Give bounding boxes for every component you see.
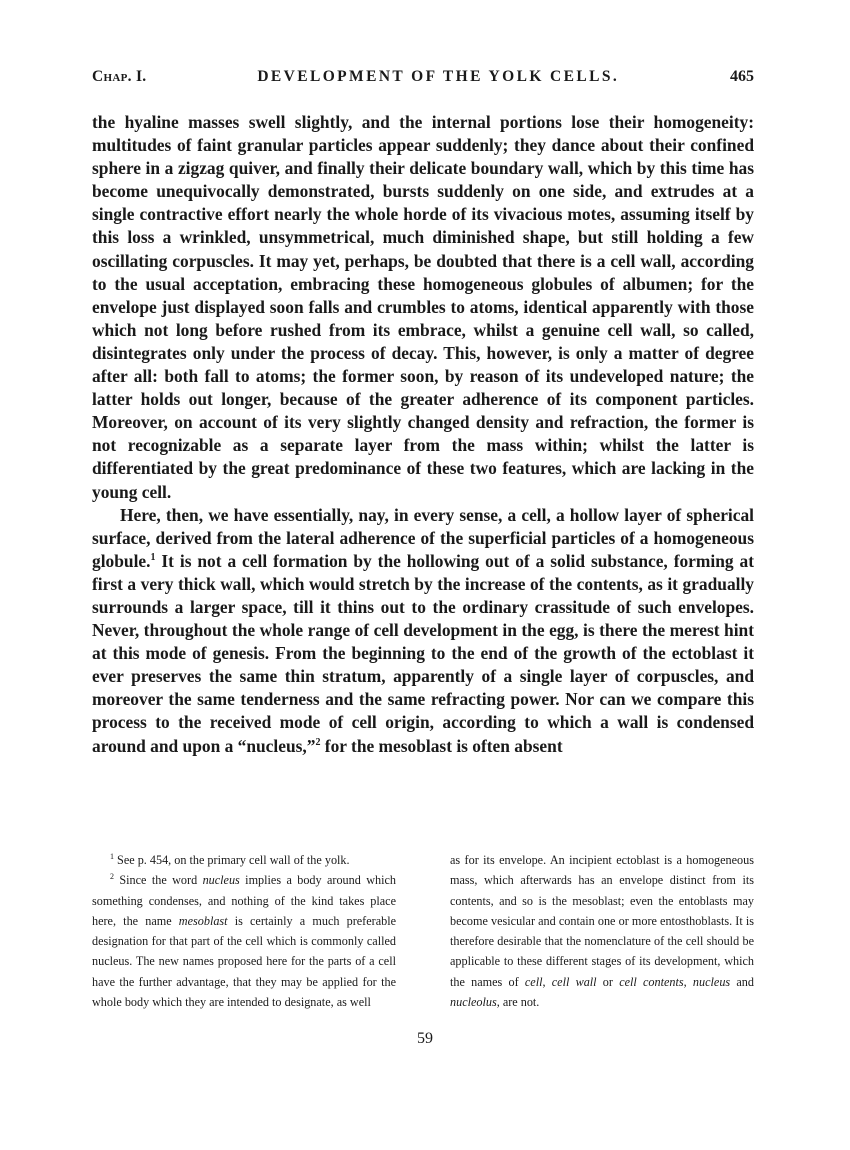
- footnote-1-marker: 1: [110, 851, 114, 861]
- term-cell-contents: cell contents: [619, 974, 684, 989]
- footnote-2-term-nucleus: nucleus: [202, 873, 240, 888]
- paragraph-2-part-c: for the mesoblast is often absent: [320, 735, 563, 756]
- paragraph-2-part-b: It is not a cell formation by the hollowing out of a solid substance, forming at first a very thick wall, which would stretch by the increase of the contents, as it gradually surrounds a larger space, till it thins out to the ordinary crassitude of such envelopes. Never, throughout the whole range of cell development in the egg, is there the merest hint at this mode of genesis. From the beginning to the end of the growth of the ectoblast it ever preserves the same thin stratum, apparently of a single layer of corpuscles, and moreover the same tenderness and the same refracting power. Nor can we compare this process to the received mode of cell origin, according to which a wall is condensed around and upon a “nucleus,”: [92, 550, 754, 756]
- separator-or: or: [596, 974, 620, 989]
- term-nucleus: nucleus: [692, 974, 731, 989]
- footnote-2-text-a: Since the word: [119, 873, 203, 888]
- separator-2: ,: [683, 974, 693, 989]
- separator-and: and: [730, 974, 754, 989]
- page-number: 465: [730, 68, 754, 85]
- separator-1: ,: [542, 974, 552, 989]
- footnote-2-cont-text: as for its envelope. An incipient ectoblast is a homogeneous mass, which afterwards has an envelope distinct from its contents, and so is the mesoblast; even the entoblasts may become vesicular and contain one or more entosthoblasts. It is therefore desirable that the nomenclature of the cell should be applicable to these different stages of its development, which the names of: [450, 853, 754, 989]
- term-cell: cell: [524, 974, 543, 989]
- term-nucleolus: nucleolus: [450, 995, 497, 1010]
- footnote-2-continued: [450, 850, 754, 1012]
- signature-mark: 59: [417, 1030, 433, 1047]
- footnote-ref-1: 1: [150, 551, 156, 563]
- footnote-2-term-mesoblast: mesoblast: [178, 913, 228, 928]
- chapter-label: Chap. I.: [92, 68, 147, 85]
- paragraph-1: the hyaline masses swell slightly, and the internal portions lose their homogeneity: multitudes of faint granular particles appear suddenly; they dance about their confined sphere in a zigzag quiver, and finally their delicate boundary wall, which by this time has become unequivocally demonstrated, bursts suddenly on one side, and extrudes at a single contractive effort nearly the whole horde of its vivacious motes, assuming itself by this loss a wrinkled, unsymmetrical, much diminished shape, but still holding a few oscillating corpuscles. It may yet, perhaps, be doubted that there is a cell wall, according to the usual acceptation, embracing these homogeneous globules of albumen; for the envelope just displayed soon falls and crumbles to atoms, identical apparently with those which not long before rushed from its embrace, whilst a genuine cell wall, so called, disintegrates only under the process of decay. This, however, is only a matter of degree after all: both fall to atoms; the former soon, by reason of its undeveloped nature; the latter holds out longer, because of the greater adherence of its component particles. Moreover, on account of its very slightly changed density and refraction, the former is not recognizable as a separate layer from the mass within; whilst the latter is differentiated by the great predominance of these two features, which are lacking in the young cell.: [92, 112, 754, 502]
- footnote-column-left: [92, 850, 396, 1012]
- footnote-ref-2: 2: [315, 736, 321, 748]
- footnote-2-text-c: is certainly a much preferable designation for that part of the cell which is commonly called nucleus. The new names proposed here for the parts of a cell have the further advantage, that they may be applied for the whole body which they are intended to designate, as well: [92, 913, 396, 1010]
- main-text: [92, 111, 754, 758]
- footnote-1-text: See p. 454, on the primary cell wall of the yolk.: [117, 853, 350, 867]
- footnote-2: [92, 870, 396, 1012]
- footnotes: [92, 850, 754, 1012]
- running-head: [92, 68, 754, 86]
- footnote-2-marker: 2: [110, 872, 114, 882]
- footnote-2-text-b: implies a body around which something condenses, and nothing of the kind takes place here, the name: [92, 873, 397, 928]
- footnote-column-right: [450, 850, 754, 1012]
- paragraph-2-part-a: Here, then, we have essentially, nay, in every sense, a cell, a hollow layer of spherical surface, derived from the lateral adherence of the superficial particles of a homogeneous globule.: [92, 504, 754, 571]
- running-title: DEVELOPMENT OF THE YOLK CELLS.: [257, 68, 620, 85]
- footnote-1: [92, 850, 396, 870]
- term-cell-wall: cell wall: [551, 974, 597, 989]
- paragraph-2: [92, 504, 754, 758]
- footnote-2-end: , are not.: [496, 995, 540, 1010]
